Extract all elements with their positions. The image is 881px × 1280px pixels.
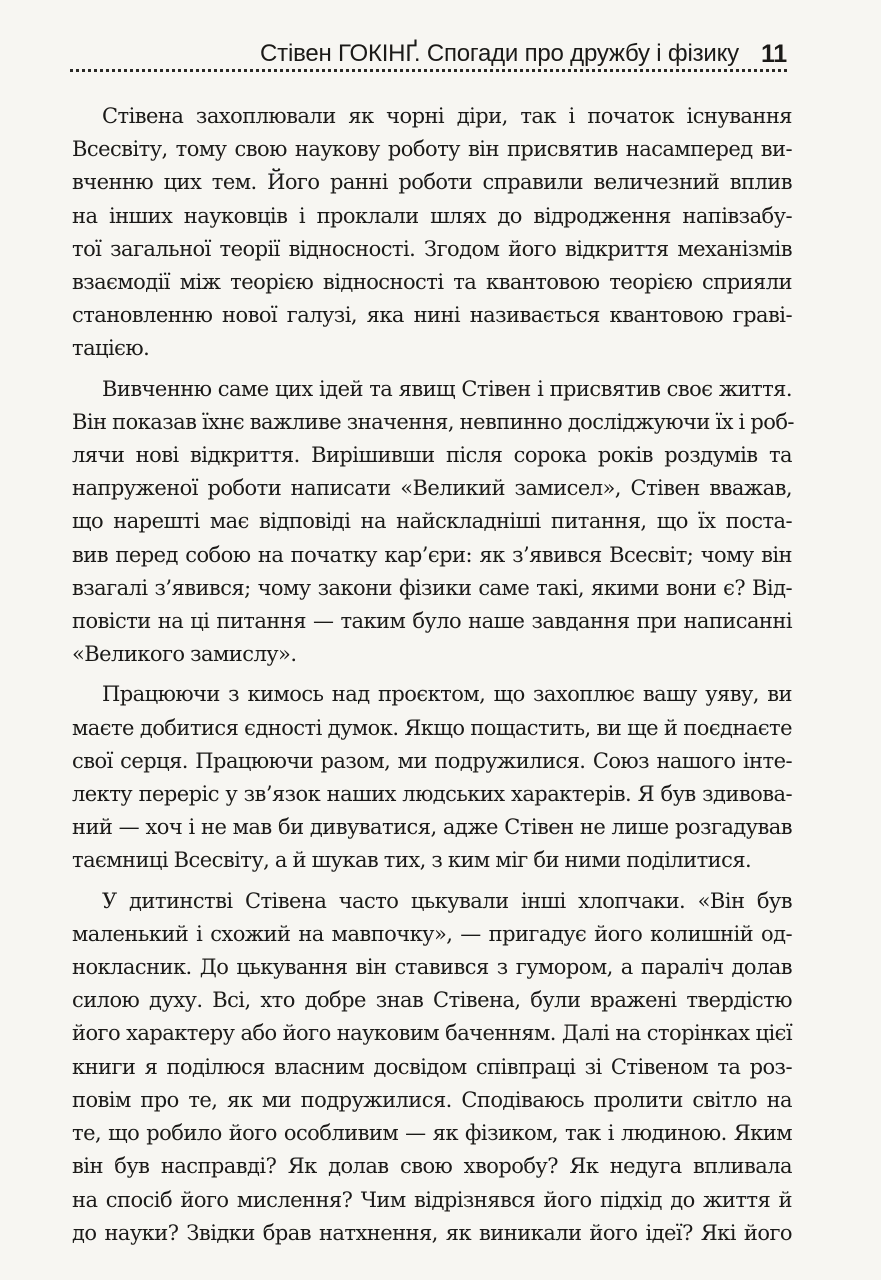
text-line: нокласник. До цькування він ставився з гумором, а параліч долав <box>72 955 792 980</box>
running-title: Стівен ГОКІНҐ. Спогади про дружбу і фізику <box>260 40 739 67</box>
text-line: тої загальної теорії відносності. Згодом його відкриття механізмів <box>72 236 792 261</box>
text-line: «Великого замислу». <box>72 642 297 667</box>
text-line: таємниці Всесвіту, а й шукав тих, з ким міг би ними поділитися. <box>72 848 752 873</box>
header-dotted-rule <box>70 69 787 72</box>
text-line: маленький і схожий на мавпочку», — пригадує його колишній од- <box>72 921 792 946</box>
text-line: Він показав їхнє важливе значення, невпинно досліджуючи їх і роб- <box>72 409 794 434</box>
text-line: силою духу. Всі, хто добре знав Стівена, були вражені твердістю <box>72 988 792 1013</box>
text-line: взаємодії між теорією відносності та квантовою теорією сприяли <box>72 270 792 295</box>
paragraph-1 <box>72 100 792 366</box>
text-line: Стівена захоплювали як чорні діри, так і початок існування <box>102 104 792 128</box>
text-line: ний — хоч і не мав би дивуватися, адже Стівен не лише розгадував <box>72 815 792 840</box>
body-text <box>72 100 792 1257</box>
text-line: лячи нові відкриття. Вирішивши після сорока років роздумів та <box>72 443 792 468</box>
text-line: напруженої роботи написати «Великий замисел», Стівен вважав, <box>72 476 792 501</box>
text-line: Всесвіту, тому свою наукову роботу він присвятив насамперед ви- <box>72 137 792 162</box>
paragraph-2 <box>72 373 792 672</box>
text-line: що нарешті має відповіді на найскладніші питання, що їх поста- <box>72 509 792 534</box>
paragraph-4 <box>72 885 792 1250</box>
text-line: маєте добитися єдності думок. Якщо пощастить, ви ще й поєднаєте <box>72 715 792 740</box>
page-number: 11 <box>760 40 787 68</box>
text-line: те, що робило його особливим — як фізиком, так і людиною. Яким <box>72 1121 792 1146</box>
text-line: Працюючи з кимось над проєктом, що захоплює вашу уяву, ви <box>102 682 792 707</box>
text-line: його характеру або його науковим баченням. Далі на сторінках цієї <box>72 1021 792 1046</box>
text-line: лекту переріс у зв’язок наших людських характерів. Я був здивова- <box>72 782 792 807</box>
text-line: до науки? Звідки брав натхнення, як виникали його ідеї? Які його <box>72 1220 792 1245</box>
text-line: на спосіб його мислення? Чим відрізнявся його підхід до життя й <box>72 1187 792 1212</box>
running-header <box>70 32 787 68</box>
text-line: вив перед собою на початку кар’єри: як з’явився Всесвіт; чому він <box>72 542 792 567</box>
text-line: становленню нової галузі, яка нині називається квантовою граві- <box>72 303 792 328</box>
text-line: У дитинстві Стівена часто цькували інші хлопчаки. «Він був <box>102 888 792 913</box>
paragraph-3 <box>72 678 792 877</box>
text-line: він був насправді? Як долав свою хворобу? Як недуга впливала <box>72 1154 792 1179</box>
text-line: повісти на ці питання — таким було наше завдання при написанні <box>72 609 792 634</box>
text-line: свої серця. Працюючи разом, ми подружилися. Союз нашого інте- <box>72 748 792 773</box>
text-line: Вивченню саме цих ідей та явищ Стівен і присвятив своє життя. <box>102 376 792 401</box>
text-line: вченню цих тем. Його ранні роботи справили величезний вплив <box>72 170 792 195</box>
text-line: взагалі з’явився; чому закони фізики саме такі, якими вони є? Від- <box>72 575 792 600</box>
text-line: на інших науковців і проклали шлях до відродження напівзабу- <box>72 203 792 228</box>
text-line: повім про те, як ми подружилися. Сподіваюсь пролити світло на <box>72 1087 792 1112</box>
text-line: тацією. <box>72 336 150 361</box>
text-line: книги я поділюся власним досвідом співпраці зі Стівеном та роз- <box>72 1054 792 1079</box>
